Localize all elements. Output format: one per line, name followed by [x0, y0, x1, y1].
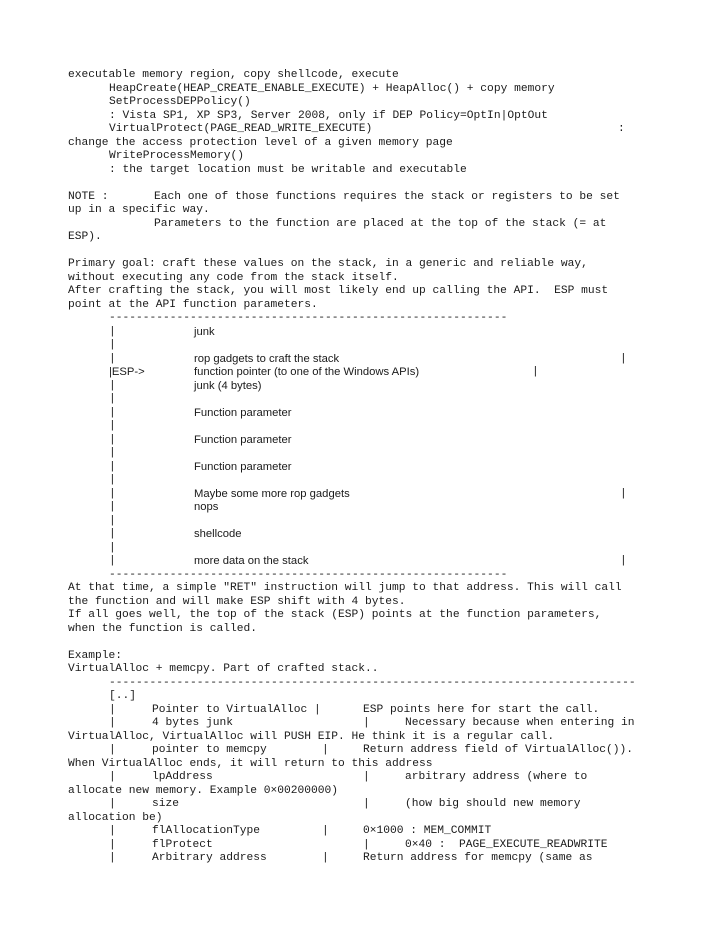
text-segment: : the target location must be writable and executable [109, 163, 467, 176]
text-segment: flProtect [152, 838, 213, 851]
text-line [0, 487, 728, 501]
text-line [0, 716, 728, 730]
text-segment: VirtualProtect(PAGE_READ_WRITE_EXECUTE) [109, 123, 373, 135]
text-segment: nops [194, 501, 219, 513]
text-segment: Parameters to the function are placed at the top of the stack (= at [154, 217, 607, 230]
text-line [0, 392, 728, 406]
text-line [0, 406, 728, 420]
text-segment: shellcode [194, 528, 242, 540]
text-line [0, 473, 728, 487]
text-line [0, 527, 728, 541]
text-line [0, 649, 728, 663]
text-segment: | [109, 379, 116, 392]
text-segment: Return address field of VirtualAlloc()). [363, 744, 634, 756]
text-segment: | [109, 393, 116, 405]
text-line [0, 851, 728, 865]
text-line [0, 217, 728, 231]
text-segment: | [109, 339, 116, 351]
text-segment: | [363, 771, 370, 783]
text-segment: : [618, 123, 625, 135]
text-segment: When VirtualAlloc ends, it will return to this address [68, 757, 433, 770]
text-segment: | [109, 717, 116, 729]
text-line [0, 676, 728, 690]
text-segment: | [109, 744, 116, 756]
text-segment: | [109, 798, 116, 810]
text-line [0, 352, 728, 366]
text-segment: | [620, 352, 627, 365]
text-segment: | [109, 447, 116, 459]
text-segment: VirtualAlloc + memcpy. Part of crafted stack.. [68, 663, 379, 675]
text-line [0, 568, 728, 582]
text-segment: | [109, 460, 116, 473]
text-segment: | [109, 352, 116, 365]
text-line [0, 635, 728, 649]
text-segment: WriteProcessMemory() [109, 150, 245, 162]
text-line [0, 622, 728, 636]
text-segment: Primary goal: craft these values on the stack, in a generic and reliable way, [68, 258, 588, 270]
text-segment: more data on the stack [194, 555, 309, 567]
text-line [0, 190, 728, 204]
text-segment: ------------------------------------------------------------------------------ [109, 676, 636, 689]
text-line [0, 68, 728, 82]
text-segment: flAllocationType [152, 825, 261, 837]
text-segment: | [322, 825, 329, 837]
text-segment: executable memory region, copy shellcode, execute [68, 69, 399, 81]
text-line [0, 757, 728, 771]
text-segment: | [109, 703, 116, 716]
text-line [0, 257, 728, 271]
text-segment: ESP). [68, 231, 102, 243]
text-segment: | [109, 474, 116, 486]
text-line [0, 689, 728, 703]
text-segment: | [109, 325, 116, 338]
text-segment: allocation be) [68, 811, 163, 824]
text-line [0, 271, 728, 285]
text-segment: size [152, 798, 180, 810]
text-segment: | [620, 555, 627, 567]
text-line [0, 122, 728, 136]
text-segment: | [109, 487, 116, 500]
text-line [0, 608, 728, 622]
text-segment: Pointer to VirtualAlloc | [152, 703, 321, 716]
text-line [0, 419, 728, 433]
text-segment: | [109, 433, 116, 446]
text-line [0, 541, 728, 555]
text-segment: 0×40 : PAGE_EXECUTE_READWRITE [405, 838, 608, 851]
text-line [0, 365, 728, 379]
text-line [0, 595, 728, 609]
text-line [0, 811, 728, 825]
text-segment: when the function is called. [68, 622, 258, 635]
text-segment: [..] [109, 690, 137, 702]
text-line [0, 284, 728, 298]
text-line [0, 136, 728, 150]
text-segment: If all goes well, the top of the stack (ESP) points at the function parameters, [68, 609, 602, 621]
text-line [0, 379, 728, 393]
text-line [0, 581, 728, 595]
text-line [0, 109, 728, 123]
text-segment: Necessary because when entering in [405, 717, 635, 729]
text-segment: | [109, 852, 116, 864]
text-segment: 0×1000 : MEM_COMMIT [363, 825, 492, 837]
text-segment: lpAddress [152, 771, 213, 783]
text-line [0, 770, 728, 784]
text-segment: junk (4 bytes) [194, 379, 262, 392]
text-line [0, 311, 728, 325]
text-segment: ----------------------------------------------------------- [109, 312, 508, 324]
text-line [0, 730, 728, 744]
text-line [0, 662, 728, 676]
text-segment: ESP points here for start the call. [363, 703, 600, 716]
text-segment: | [363, 798, 370, 810]
text-line [0, 433, 728, 447]
text-segment: |ESP-> [109, 366, 145, 378]
text-line [0, 325, 728, 339]
text-segment: | [109, 825, 116, 837]
text-segment: without executing any code from the stack itself. [68, 271, 399, 284]
text-segment: | [109, 541, 116, 554]
text-segment: | [109, 555, 116, 567]
text-segment: Each one of those functions requires the stack or registers to be set [154, 190, 620, 203]
text-segment: VirtualAlloc, VirtualAlloc will PUSH EIP. He think it is a regular call. [68, 730, 555, 743]
text-segment: the function and will make ESP shift with 4 bytes. [68, 595, 406, 608]
text-line [0, 554, 728, 568]
text-line [0, 163, 728, 177]
text-segment: rop gadgets to craft the stack [194, 352, 340, 365]
text-segment: Function parameter [194, 460, 292, 473]
text-line [0, 500, 728, 514]
text-line [0, 203, 728, 217]
text-segment: : Vista SP1, XP SP3, Server 2008, only if DEP Policy=OptIn|OptOut [109, 109, 548, 122]
text-segment: Arbitrary address [152, 852, 267, 864]
text-segment: SetProcessDEPPolicy() [109, 96, 251, 108]
text-segment: | [322, 744, 329, 756]
text-line [0, 176, 728, 190]
text-line [0, 149, 728, 163]
text-segment: | [109, 501, 116, 513]
text-segment: | [363, 717, 370, 729]
text-segment: arbitrary address (where to [405, 771, 588, 783]
text-segment: pointer to memcpy [152, 744, 267, 756]
text-segment: | [109, 771, 116, 783]
text-segment: After crafting the stack, you will most likely end up calling the API. ESP must [68, 285, 609, 297]
text-segment: Function parameter [194, 433, 292, 446]
text-segment: NOTE : [68, 190, 109, 203]
text-line [0, 797, 728, 811]
text-segment: ----------------------------------------------------------- [109, 568, 508, 581]
text-line [0, 514, 728, 528]
text-line [0, 298, 728, 312]
text-segment: (how big should new memory [405, 798, 581, 810]
text-segment: Function parameter [194, 406, 292, 419]
text-segment: junk [194, 325, 215, 338]
text-segment: 4 bytes junk [152, 717, 234, 729]
text-line [0, 743, 728, 757]
text-line [0, 838, 728, 852]
text-segment: Example: [68, 649, 123, 662]
text-segment: allocate new memory. Example 0×00200000) [68, 784, 339, 797]
text-segment: | [532, 366, 539, 378]
text-line [0, 95, 728, 109]
text-segment: | [109, 406, 116, 419]
text-line [0, 446, 728, 460]
text-segment: | [363, 838, 370, 851]
text-line [0, 824, 728, 838]
text-segment: | [109, 514, 116, 527]
text-line [0, 703, 728, 717]
text-segment: | [322, 852, 329, 864]
text-segment: function pointer (to one of the Windows APIs) [194, 366, 420, 378]
text-segment: point at the API function parameters. [68, 298, 318, 311]
text-segment: | [620, 487, 627, 500]
text-segment: | [109, 528, 116, 540]
text-segment: | [109, 838, 116, 851]
text-segment: up in a specific way. [68, 204, 210, 216]
text-line [0, 230, 728, 244]
text-line [0, 338, 728, 352]
text-segment: Maybe some more rop gadgets [194, 487, 350, 500]
text-line [0, 244, 728, 258]
text-segment: At that time, a simple "RET" instruction will jump to that address. This will call [68, 582, 622, 594]
text-line [0, 82, 728, 96]
text-line [0, 784, 728, 798]
text-segment: change the access protection level of a given memory page [68, 136, 453, 149]
text-segment: | [109, 420, 116, 432]
text-segment: HeapCreate(HEAP_CREATE_ENABLE_EXECUTE) + HeapAlloc() + copy memory [109, 82, 555, 95]
text-segment: Return address for memcpy (same as [363, 852, 593, 864]
text-line [0, 460, 728, 474]
